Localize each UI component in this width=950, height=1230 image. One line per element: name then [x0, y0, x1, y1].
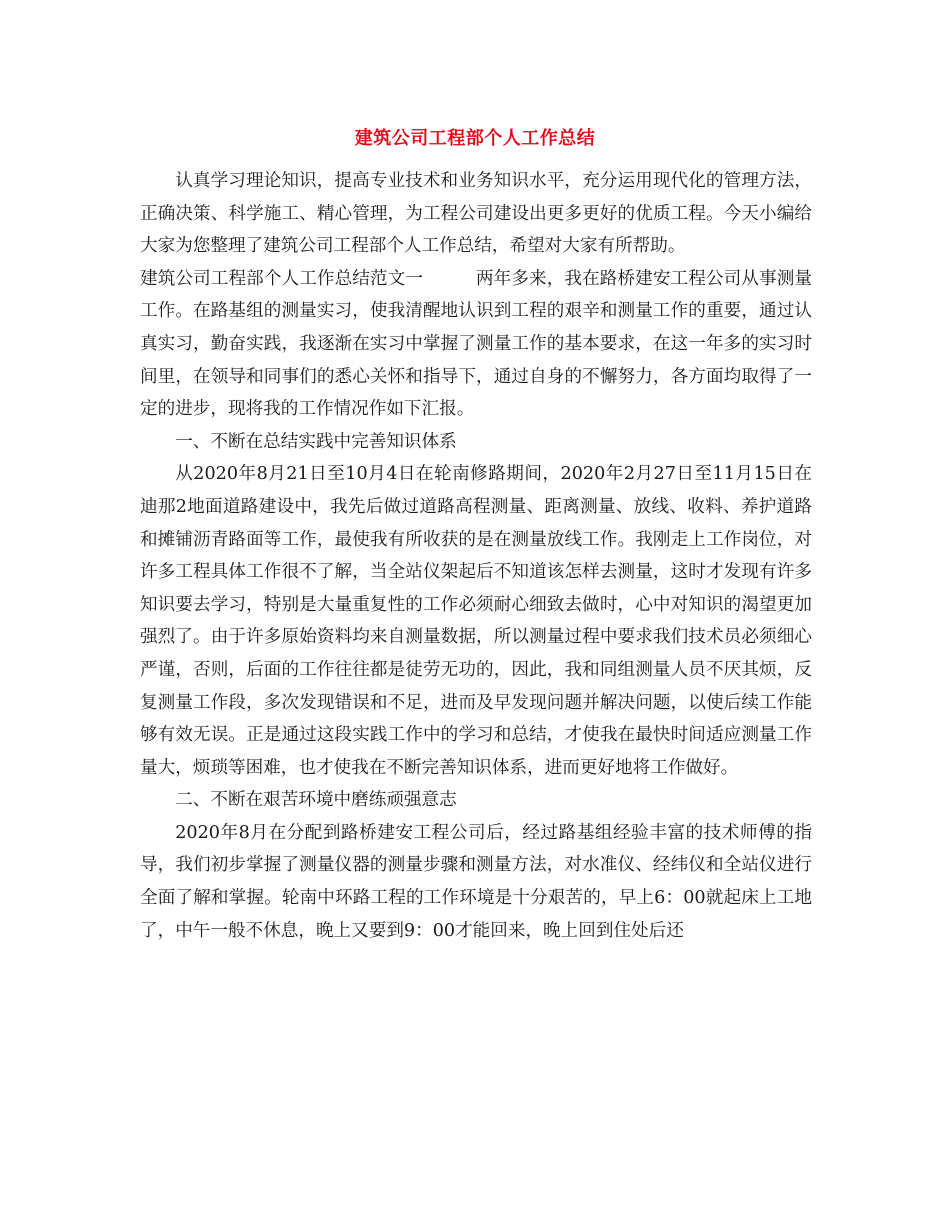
sample-opening-text: 两年多来，我在路桥建安工程公司从事测量工作。在路基组的测量实习，使我清醒地认识到工程的艰辛和测量工作的重要，通过认真实习，勤奋实践，我逐渐在实习中掌握了测量工作的基本要求，在这一年多的实习时间里，在领导和同事们的悉心关怀和指导下，通过自身的不懈努力，各方面均取得了一定的进步，现将我的工作情况作如下汇报。 [140, 268, 812, 420]
section2-paragraph: 2020年8月在分配到路桥建安工程公司后，经过路基组经验丰富的技术师傅的指导，我们初步掌握了测量仪器的测量步骤和测量方法，对水准仪、经纬仪和全站仪进行全面了解和掌握。轮南中环路工程的工作环境是十分艰苦的，早上6：00就起床上工地了，中午一般不休息，晚上又要到9：00才能回来，晚上回到住处后还 [140, 822, 812, 941]
section1-heading: 一、不断在总结实践中完善知识体系 [175, 431, 457, 452]
intro-paragraph: 认真学习理论知识，提高专业技术和业务知识水平，充分运用现代化的管理方法，正确决策、科学施工、精心管理，为工程公司建设出更多更好的优质工程。今天小编给大家为您整理了建筑公司工程部个人工作总结，希望对大家有所帮助。 [140, 171, 812, 257]
document-body [140, 165, 812, 947]
sample-paragraph [140, 263, 812, 426]
section2-heading: 二、不断在艰苦环境中磨练顽强意志 [175, 790, 457, 811]
document-title: 建筑公司工程部个人工作总结 [354, 128, 596, 149]
sample-heading: 建筑公司工程部个人工作总结范文一 [140, 268, 424, 289]
section1-paragraph: 从2020年8月21日至10月4日在轮南修路期间，2020年2月27日至11月15日在迪那2地面道路建设中，我先后做过道路高程测量、距离测量、放线、收料、养护道路和摊铺沥青路面等工作，最使我有所收获的是在测量放线工作。我刚走上工作岗位，对许多工程具体工作很不了解，当全站仪架起后不知道该怎样去测量，这时才发现有许多知识要去学习，特别是大量重复性的工作必须耐心细致去做时，心中对知识的渴望更加强烈了。由于许多原始资料均来自测量数据，所以测量过程中要求我们技术员必须细心严谨，否则，后面的工作往往都是徒劳无功的，因此，我和同组测量人员不厌其烦，反复测量工作段，多次发现错误和不足，进而及早发现问题并解决问题，以使后续工作能够有效无误。正是通过这段实践工作中的学习和总结，才使我在最快时间适应测量工作量大，烦琐等困难，也才使我在不断完善知识体系，进而更好地将工作做好。 [140, 464, 812, 778]
